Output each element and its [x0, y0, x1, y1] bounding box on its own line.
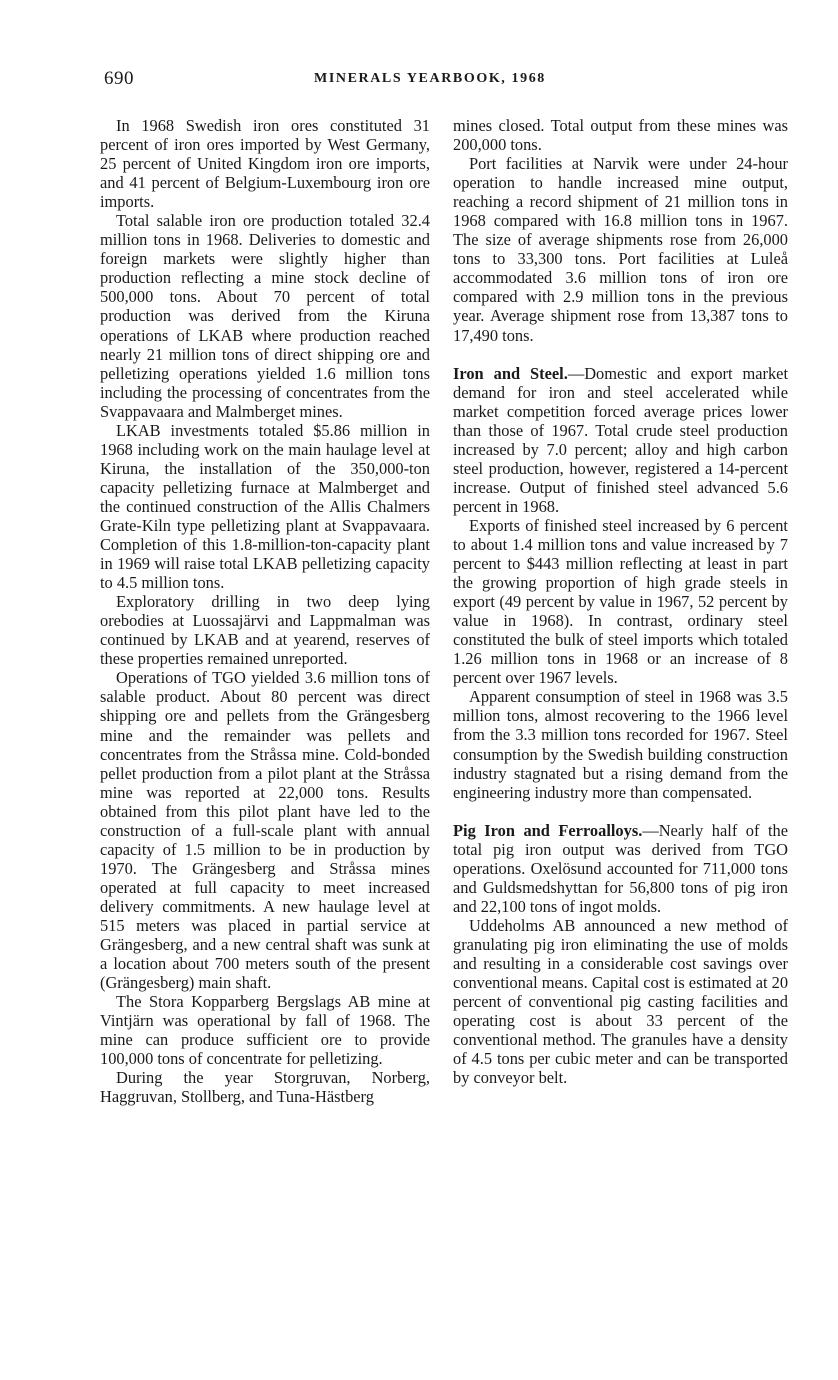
section-heading: Pig Iron and Ferroalloys.: [453, 820, 643, 840]
paragraph: Uddeholms AB announced a new method of granulating pig iron eliminating the use of molds and resulting in a considerable cost savings over conventional means. Capital cost is estimated at 20 percent of conventional pig casting facilities and operating cost is about 33 percent of the conventional method. The granules have a density of 4.5 tons per cubic meter and can be transported by conveyor belt.: [453, 915, 789, 1088]
section-pig-iron-and-ferroalloys: [453, 821, 788, 916]
paragraph: Total salable iron ore production totaled 32.4 million tons in 1968. Deliveries to domestic and foreign markets were slightly higher than production reflecting a mine stock decline of 500,000 tons. About 70 percent of total production was derived from the Kiruna operations of LKAB where production reached nearly 21 million tons of direct shipping ore and pelletizing operations yielded 1.6 million tons including the processing of concentrates from the Svappavaara and Malmberget mines.: [100, 211, 430, 421]
paragraph: Operations of TGO yielded 3.6 million tons of salable product. About 80 percent was direct shipping ore and pellets from the Grängesberg mine and the remainder was pellets and concentrates from the Stråssa mine. Cold-bonded pellet production from a pilot plant at the Stråssa mine was reported at 22,000 tons. Results obtained from this pilot plant have led to the construction of a full-scale plant with annual capacity of 1.5 million to be in production by 1970. The Grängesberg and Stråssa mines operated at full capacity to meet increased delivery commitments. A new haulage level at 515 meters was placed in partial service at Grängesberg, and a new central shaft was sunk at a location about 700 meters south of the present (Grängesberg) main shaft.: [100, 668, 430, 993]
section-iron-and-steel: [453, 364, 788, 516]
left-column: [100, 116, 430, 1106]
paragraph: In 1968 Swedish iron ores constituted 31 percent of iron ores imported by West Germany, 25 percent of United Kingdom iron ore imports, and 41 percent of Belgium-Luxembourg iron ore imports.: [100, 116, 430, 212]
paragraph: LKAB investments totaled $5.86 million in 1968 including work on the main haulage level at Kiruna, the installation of the 350,000-ton capacity pelletizing furnace at Malmberget and the continued construction of the Allis Chalmers Grate-Kiln type pelletizing plant at Svappavaara. Completion of this 1.8-million-ton-capacity plant in 1969 will raise total LKAB pelletizing capacity to 4.5 million tons.: [100, 420, 430, 593]
right-column: [453, 116, 788, 1087]
paragraph: Port facilities at Narvik were under 24-hour operation to handle increased mine output, reaching a record shipment of 21 million tons in 1968 compared with 16.8 million tons in 1967. The size of average shipments rose from 26,000 tons to 33,300 tons. Port facilities at Luleå accommodated 3.6 million tons of iron ore compared with 2.9 million tons in the previous year. Average shipment rose from 13,387 tons to 17,490 tons.: [453, 154, 788, 345]
continuation-paragraph: mines closed. Total output from these mines was 200,000 tons.: [453, 116, 788, 155]
running-head: MINERALS YEARBOOK, 1968: [314, 71, 546, 86]
section-heading: Iron and Steel.: [453, 363, 568, 383]
paragraph: Exports of finished steel increased by 6 percent to about 1.4 million tons and value increased by 7 percent to $443 million reflecting at least in part the growing proportion of high grade steels in export (49 percent by value in 1967, 52 percent by value in 1968). In contrast, ordinary steel constituted the bulk of steel imports which totaled 1.26 million tons in 1968 or an increase of 8 percent over 1967 levels.: [453, 515, 788, 688]
paragraph: During the year Storgruvan, Norberg, Haggruvan, Stollberg, and Tuna-Hästberg: [100, 1068, 430, 1107]
section-lead-text: —Nearly half of the total pig iron output was derived from TGO operations. Oxelösund accounted for 711,000 tons and Guldsmedshyttan for 56,800 tons of pig iron and 22,100 tons of ingot molds.: [453, 820, 788, 916]
paragraph: Exploratory drilling in two deep lying orebodies at Luossajärvi and Lappmalman was continued by LKAB and at yearend, reserves of these properties remained unreported.: [100, 592, 430, 669]
page-number: 690: [104, 68, 134, 89]
paragraph: The Stora Kopparberg Bergslags AB mine at Vintjärn was operational by fall of 1968. The mine can produce sufficient ore to provide 100,000 tons of concentrate for pelletizing.: [100, 992, 430, 1069]
paragraph: Apparent consumption of steel in 1968 was 3.5 million tons, almost recovering to the 1966 level from the 3.3 million tons recorded for 1967. Steel consumption by the Swedish building construction industry stagnated but a rising demand from the engineering industry more than compensated.: [453, 687, 788, 802]
section-lead-text: —Domestic and export market demand for iron and steel accelerated while market competition forced average prices lower than those of 1967. Total crude steel production increased by 7.0 percent; alloy and high carbon steel production, however, registered a 14-percent increase. Output of finished steel advanced 5.6 percent in 1968.: [453, 363, 788, 516]
